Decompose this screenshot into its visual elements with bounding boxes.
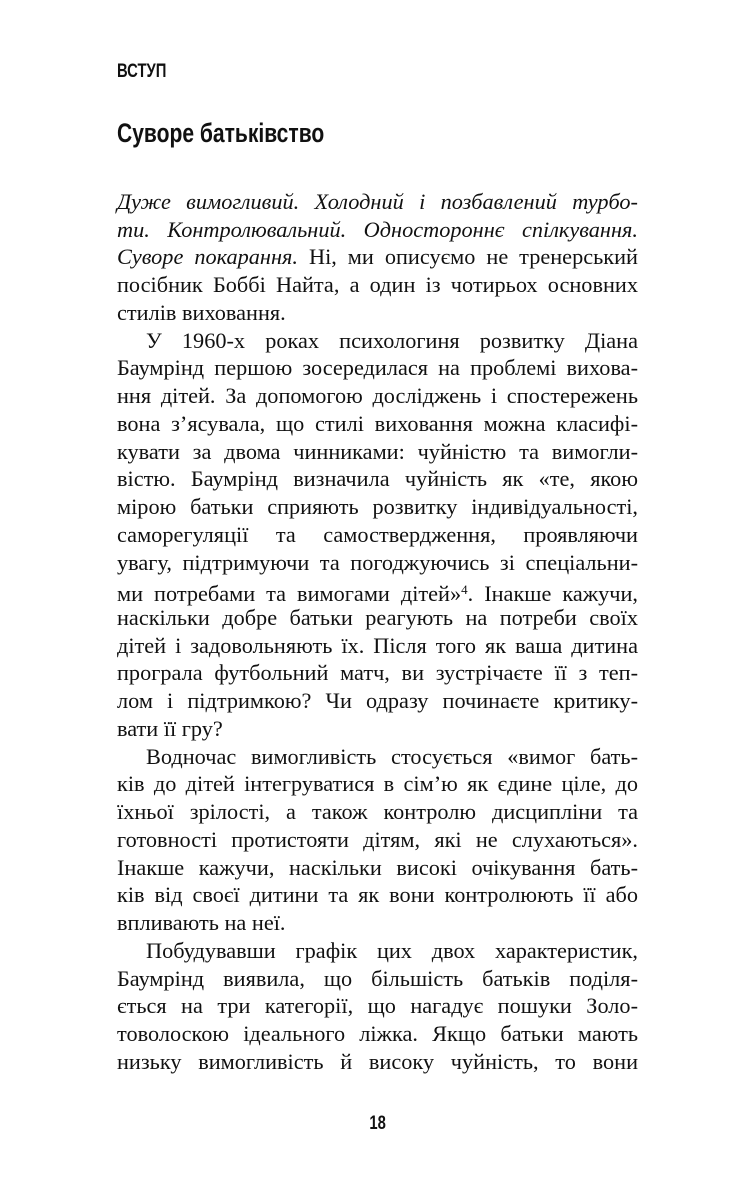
text-segment: їхньої зрілості, а також контролю дисципліни та bbox=[117, 799, 638, 825]
text-line bbox=[117, 410, 638, 438]
text-segment: У 1960-х роках психологиня розвитку Діана bbox=[146, 327, 638, 353]
text-line bbox=[117, 826, 638, 854]
text-segment: мірою батьки сприяють розвитку індивідуальності, bbox=[117, 494, 638, 520]
italic-text: Дуже вимогливий. Холодний і позбавлений турбо- bbox=[117, 189, 638, 214]
text-segment: лом і підтримкою? Чи одразу починаєте критику- bbox=[117, 688, 638, 714]
text-line bbox=[117, 438, 638, 466]
text-line bbox=[117, 715, 638, 743]
page-number-text: 18 bbox=[369, 1113, 387, 1134]
italic-text: ти. Контролювальний. Одностороннє спілкування. bbox=[117, 216, 638, 242]
text-line bbox=[117, 854, 638, 882]
text-segment: впливають на неї. bbox=[117, 910, 286, 936]
text-line bbox=[117, 1048, 638, 1076]
text-line bbox=[117, 493, 638, 521]
text-line bbox=[117, 632, 638, 660]
paragraph bbox=[117, 327, 638, 743]
text-line bbox=[117, 354, 638, 382]
body-text bbox=[117, 188, 638, 1076]
text-segment: ння дітей. За допомогою досліджень і спостережень bbox=[117, 383, 638, 409]
paragraph bbox=[117, 743, 638, 937]
text-segment: . Інакше кажучи, bbox=[467, 581, 638, 607]
paragraph bbox=[117, 937, 638, 1076]
text-segment: увагу, підтримуючи та погоджуючись зі спеціальни- bbox=[117, 549, 638, 575]
text-segment: готовності протистояти дітям, які не слухаються». bbox=[117, 826, 638, 852]
text-segment: вати її гру? bbox=[117, 715, 223, 741]
text-line bbox=[117, 576, 638, 607]
text-line bbox=[117, 687, 638, 715]
section-title-text: Суворе батьківство bbox=[117, 118, 325, 148]
text-segment: Баумрінд виявила, що більшість батьків поділя- bbox=[117, 965, 638, 991]
text-segment: Ні, ми описуємо не тренерський bbox=[298, 244, 638, 270]
text-segment: низьку вимогливість й високу чуйність, то вони bbox=[117, 1048, 638, 1074]
text-segment: Водночас вимогливість стосується «вимог бать- bbox=[146, 743, 638, 769]
text-line bbox=[117, 881, 638, 909]
text-line bbox=[117, 604, 638, 632]
text-line bbox=[117, 992, 638, 1020]
text-segment: товолоскою ідеального ліжка. Якщо батьки мають bbox=[117, 1021, 638, 1047]
text-segment: вона з’ясувала, що стилі виховання можна класифі- bbox=[117, 410, 638, 436]
text-segment: ків до дітей інтегруватися в сім’ю як єдине ціле, до bbox=[117, 771, 638, 797]
text-line bbox=[117, 327, 638, 355]
text-line bbox=[117, 188, 638, 216]
text-line bbox=[117, 271, 638, 299]
text-line bbox=[117, 382, 638, 410]
text-line bbox=[117, 465, 638, 493]
text-line bbox=[117, 216, 638, 244]
text-line bbox=[117, 521, 638, 549]
footnote-marker: 4 bbox=[461, 582, 468, 598]
text-segment: наскільки добре батьки реагують на потреби своїх bbox=[117, 605, 638, 631]
text-line bbox=[117, 770, 638, 798]
text-segment: саморегуляції та самоствердження, проявляючи bbox=[117, 521, 638, 547]
text-segment: дітей і задовольняють їх. Після того як ваша дитина bbox=[117, 632, 638, 658]
italic-text: Суворе покарання. bbox=[117, 244, 298, 270]
text-segment: Інакше кажучи, наскільки високі очікування бать- bbox=[117, 854, 638, 880]
text-segment: ків від своєї дитини та як вони контролюють її або bbox=[117, 882, 638, 908]
text-segment: Баумрінд першою зосередилася на проблемі вихова- bbox=[117, 355, 638, 381]
text-segment: вістю. Баумрінд визначила чуйність як «те, якою bbox=[117, 466, 638, 492]
text-segment: ється на три категорії, що нагадує пошуки Золо- bbox=[117, 993, 638, 1019]
text-line bbox=[117, 659, 638, 687]
text-line bbox=[117, 743, 638, 771]
text-line bbox=[117, 909, 638, 937]
text-line bbox=[117, 937, 638, 965]
text-line bbox=[117, 243, 638, 271]
text-segment: кувати за двома чинниками: чуйністю та вимогли- bbox=[117, 438, 638, 464]
text-line bbox=[117, 798, 638, 826]
text-segment: програла футбольний матч, ви зустрічаєте її з теп- bbox=[117, 660, 638, 686]
text-segment: стилів виховання. bbox=[117, 299, 286, 325]
running-head bbox=[117, 61, 180, 83]
running-head-text: ВСТУП bbox=[117, 61, 167, 82]
text-line bbox=[117, 1020, 638, 1048]
text-line bbox=[117, 965, 638, 993]
paragraph bbox=[117, 188, 638, 327]
text-segment: посібник Боббі Найта, а один із чотирьох основних bbox=[117, 272, 638, 298]
text-segment: Побудувавши графік цих двох характеристик, bbox=[146, 937, 638, 963]
section-title bbox=[117, 118, 383, 149]
page-number bbox=[0, 1113, 756, 1135]
text-segment: ми потребами та вимогами дітей» bbox=[117, 581, 462, 607]
text-line bbox=[117, 549, 638, 577]
text-line bbox=[117, 299, 638, 327]
